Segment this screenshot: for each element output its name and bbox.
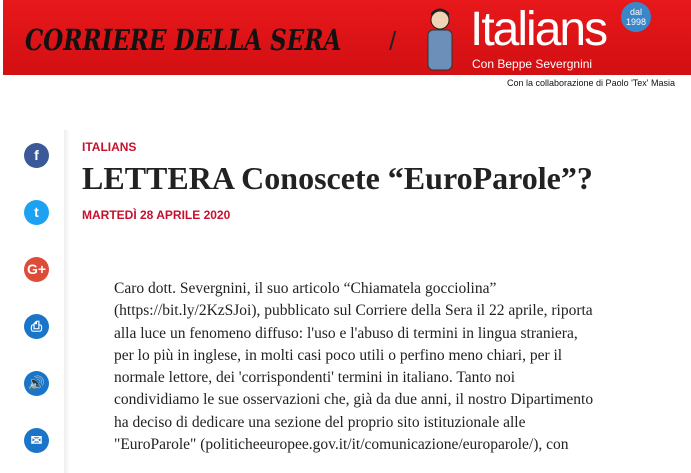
body-line: alla luce un fenomeno diffuso: l'uso e l'abuso di termini in lingua straniera,	[114, 324, 578, 342]
content-divider	[64, 130, 70, 473]
header-banner	[3, 0, 691, 75]
section-label[interactable]: ITALIANS	[82, 140, 137, 154]
body-line: ha deciso di dedicare una sezione del proprio sito istituzionale alle	[114, 413, 526, 431]
body-line: normale lettore, dei 'corrispondenti' termini in italiano. Tanto noi	[114, 369, 516, 387]
separator: /	[389, 26, 397, 56]
brand-subtitle: Con Beppe Severgnini	[472, 57, 593, 71]
article-title: LETTERA Conoscete “EuroParole”?	[82, 160, 593, 196]
article-date: MARTEDÌ 28 APRILE 2020	[82, 208, 231, 222]
italians-brand[interactable]: Italians	[470, 3, 607, 56]
google-plus-icon[interactable]: G+	[24, 257, 49, 282]
body-line: condividiamo le sue osservazioni che, già da due anni, il nostro Dipartimento	[114, 391, 594, 409]
facebook-icon[interactable]: f	[24, 143, 49, 168]
corriere-logo[interactable]: CORRIERE DELLA SERA	[25, 23, 342, 58]
twitter-icon[interactable]: t	[24, 200, 49, 225]
email-icon[interactable]: ✉	[24, 428, 49, 453]
badge-dal: dal	[629, 7, 642, 17]
body-line: (https://bit.ly/2KzSJoi), pubblicato sul Corriere della Sera il 22 aprile, riporta	[114, 302, 593, 320]
body-line: Caro dott. Severgnini, il suo articolo “Chiamatela gocciolina”	[114, 280, 497, 297]
badge-year: 1998	[625, 17, 647, 27]
collaboration-note: Con la collaborazione di Paolo 'Tex' Masia	[507, 78, 676, 88]
audio-icon[interactable]: 🔊	[24, 371, 49, 396]
body-line: "EuroParole" (politicheeuropee.gov.it/it/comunicazione/europarole/), con	[114, 436, 569, 454]
article-body	[114, 278, 674, 456]
cartoon-figure-icon	[421, 8, 459, 72]
since-badge	[621, 2, 651, 32]
print-icon[interactable]: ⎙	[24, 314, 49, 339]
body-line: per lo più in inglese, in molti casi poco utili o perfino meno chiari, per il	[114, 346, 563, 364]
